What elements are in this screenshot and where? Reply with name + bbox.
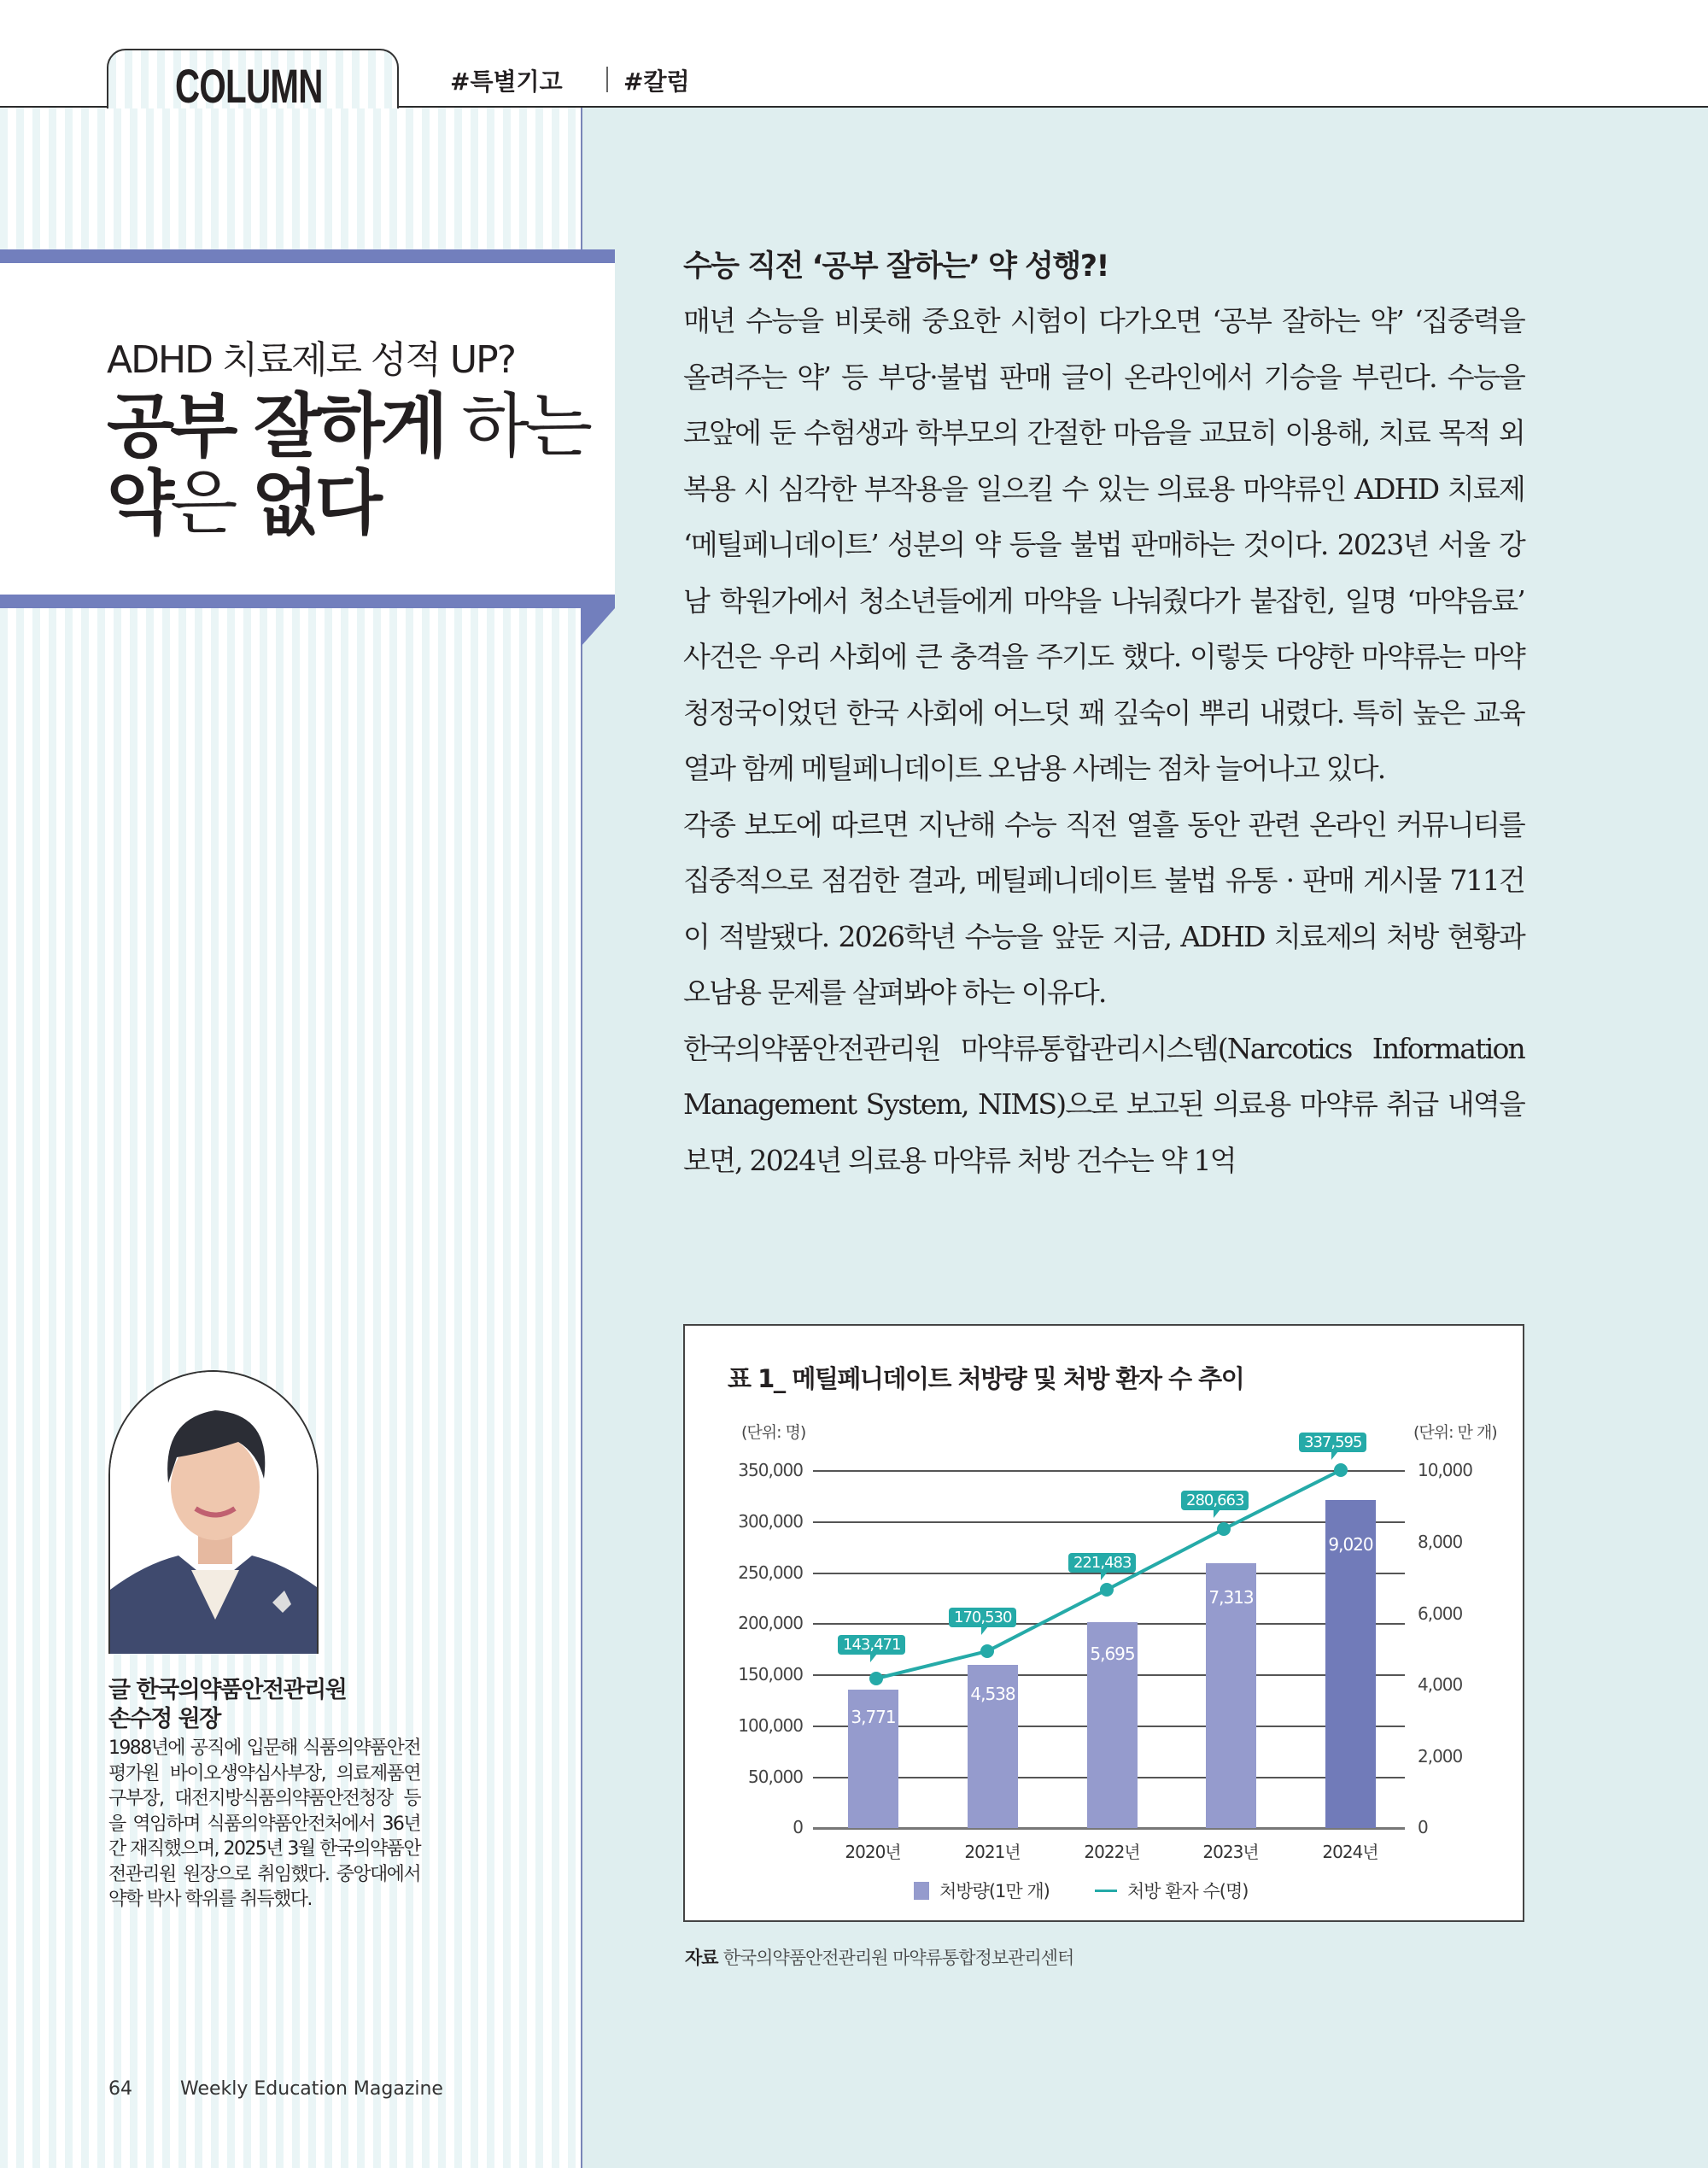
article-paragraph: 매년 수능을 비롯해 중요한 시험이 다가오면 ‘공부 잘하는 약’ ‘집중력을 올려주는 약’ 등 부당·불법 판매 글이 온라인에서 기승을 부린다. 수능을 코앞에 둔 수험생과 학부모의 간절한 마음을 교묘히 이용해, 치료 목적 외 복용 시 심각한 부작용을 일으킬 수 있는 의료용 마약류인 ADHD 치료제 ‘메틸페니데이트’ 성분의 약 등을 불법 판매하는 것이다. 2023년 서울 강남 학원가에서 청소년들에게 마약을 나눠줬다가 붙잡힌, 일명 ‘마약음료’ 사건은 우리 사회에 큰 충격을 주기도 했다. 이렇듯 다양한 마약류는 마약청정국이었던 한국 사회에 어느덧 꽤 깊숙이 뿌리 내렸다. 특히 높은 교육열과 함께 메틸페니데이트 오남용 사례는 점차 늘어나고 있다. bbox=[683, 304, 1524, 785]
portrait-image bbox=[110, 1372, 319, 1654]
x-label: 2021년 bbox=[964, 1842, 1021, 1862]
page-number: 64 bbox=[108, 2078, 132, 2100]
article-paragraph: 각종 보도에 따르면 지난해 수능 직전 열흘 동안 관련 온라인 커뮤니티를 집중적으로 점검한 결과, 메틸페니데이트 불법 유통 · 판매 게시물 711건이 적발됐다. 2026학년 수능을 앞둔 지금, ADHD 치료제의 처방 현황과 오남용 문제를 살펴봐야 하는 이유다. bbox=[683, 807, 1524, 1009]
left-tick: 100,000 bbox=[738, 1715, 803, 1736]
title-line2-light: 은 bbox=[170, 463, 252, 544]
right-axis-unit: (단위: 만 개) bbox=[1413, 1423, 1497, 1442]
legend-line bbox=[1095, 1878, 1248, 1903]
tag-special[interactable]: #특별기고 bbox=[450, 67, 563, 96]
legend-bar-swatch bbox=[914, 1882, 929, 1900]
line-label-2023: 280,663 bbox=[1181, 1491, 1249, 1510]
author-bio: 1988년에 공직에 입문해 식품의약품안전평가원 바이오생약심사부장, 의료제품연구부장, 대전지방식품의약품안전청장 등을 역임하며 식품의약품안전처에서 36년간 재직했으며, 2025년 3월 한국의약품안전관리원 원장으로 취임했다. 중앙대에서 약학 박사 학위를 취득했다. bbox=[108, 1737, 420, 1910]
tag-column[interactable]: #칼럼 bbox=[623, 67, 690, 96]
legend-line-swatch bbox=[1095, 1890, 1117, 1892]
left-tick: 0 bbox=[793, 1817, 803, 1837]
left-tick: 150,000 bbox=[738, 1664, 803, 1685]
source-text: 한국의약품안전관리원 마약류통합정보관리센터 bbox=[722, 1948, 1074, 1968]
bar-value: 9,020 bbox=[1328, 1534, 1373, 1555]
left-tick: 200,000 bbox=[738, 1613, 803, 1633]
line-label-2020: 143,471 bbox=[838, 1635, 905, 1655]
left-tick: 50,000 bbox=[748, 1767, 803, 1787]
x-label: 2024년 bbox=[1322, 1842, 1378, 1862]
title-line1-bold: 공부 잘하게 bbox=[107, 386, 444, 467]
line-label-2022: 221,483 bbox=[1068, 1553, 1136, 1573]
right-tick: 4,000 bbox=[1418, 1674, 1463, 1695]
chart-title: 표 1_ 메틸페니데이트 처방량 및 처방 환자 수 추이 bbox=[728, 1364, 1244, 1393]
article-subtitle: ADHD 치료제로 성적 UP? bbox=[107, 338, 516, 382]
bar-value: 4,538 bbox=[970, 1684, 1015, 1704]
left-tick: 250,000 bbox=[738, 1562, 803, 1583]
right-tick: 6,000 bbox=[1418, 1603, 1463, 1624]
right-tick: 10,000 bbox=[1418, 1460, 1472, 1480]
title-line1-light: 하는 bbox=[443, 386, 589, 467]
right-tick: 8,000 bbox=[1418, 1532, 1463, 1552]
author-info bbox=[108, 1676, 420, 1913]
article-heading: 수능 직전 ‘공부 잘하는’ 약 성행?! bbox=[683, 249, 1109, 284]
x-label: 2023년 bbox=[1202, 1842, 1259, 1862]
title-line2-bold-a: 약 bbox=[107, 463, 171, 544]
bar-value: 7,313 bbox=[1208, 1587, 1254, 1608]
legend-line-label: 처방 환자 수(명) bbox=[1127, 1881, 1249, 1901]
title-line2-bold-b: 없다 bbox=[251, 463, 378, 544]
legend-bar bbox=[914, 1878, 1050, 1903]
left-tick: 300,000 bbox=[738, 1511, 803, 1532]
right-tick: 0 bbox=[1418, 1817, 1428, 1837]
line-label-2021: 170,530 bbox=[949, 1608, 1016, 1627]
author-photo bbox=[108, 1370, 319, 1654]
line-label-2024: 337,595 bbox=[1299, 1433, 1366, 1452]
x-label: 2020년 bbox=[845, 1842, 901, 1862]
author-name-line2: 손수정 원장 bbox=[108, 1706, 220, 1732]
bar-value: 5,695 bbox=[1090, 1644, 1135, 1664]
article-paragraph: 한국의약품안전관리원 마약류통합관리시스템(Narcotics Information Management System, NIMS)으로 보고된 의료용 마약류 취급 내역을 보면, 2024년 의료용 마약류 처방 건수는 약 1억 bbox=[683, 1031, 1524, 1177]
section-label: COLUMN bbox=[175, 59, 323, 113]
bar-value: 3,771 bbox=[851, 1707, 896, 1727]
author-name-line1: 글 한국의약품안전관리원 bbox=[108, 1677, 347, 1703]
x-label: 2022년 bbox=[1084, 1842, 1140, 1862]
left-axis-unit: (단위: 명) bbox=[741, 1423, 806, 1442]
legend-bar-label: 처방량(1만 개) bbox=[939, 1881, 1050, 1901]
left-tick: 350,000 bbox=[738, 1460, 803, 1480]
right-tick: 2,000 bbox=[1418, 1746, 1463, 1767]
magazine-name: Weekly Education Magazine bbox=[180, 2078, 443, 2100]
source-label: 자료 bbox=[685, 1948, 718, 1968]
chart-source bbox=[685, 1944, 1073, 1970]
